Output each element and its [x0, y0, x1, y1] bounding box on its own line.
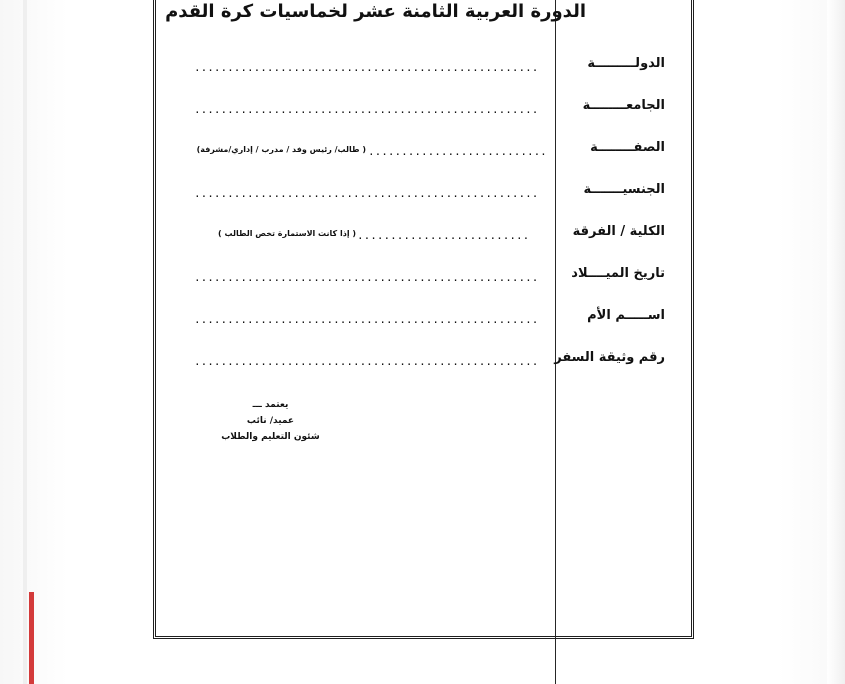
role-label: الصفــــــــة	[590, 140, 665, 155]
nationality-entry-line: ....................................................	[194, 187, 539, 200]
approval-block	[218, 397, 323, 455]
faculty-level-entry-line: ..........................	[357, 229, 530, 242]
birth-date-label: تاريخ الميــــلاد	[571, 266, 665, 281]
university-label: الجامعــــــــة	[582, 98, 665, 113]
page-title: الدورة العربية الثامنة عشر لخماسيات كرة القدم	[165, 1, 586, 22]
scan-right-shadow	[827, 0, 845, 684]
role-note: ( طالب/ رئيس وفد / مدرب / إداري/مشرفة)	[196, 145, 366, 154]
nationality-label: الجنسيـــــــة	[583, 182, 665, 197]
scan-left-edge	[23, 0, 27, 684]
role-entry-line: ...........................	[368, 145, 547, 158]
faculty-level-note: ( إذا كانت الاستمارة تخص الطالب )	[218, 229, 356, 238]
university-entry-line: ....................................................	[194, 103, 539, 116]
approval-line-2: عميد/ نائب	[246, 416, 295, 426]
mother-name-label: اســـــم الأم	[587, 308, 665, 323]
mother-name-entry-line: ....................................................	[194, 313, 539, 326]
travel-document-number-entry-line: ....................................................	[194, 355, 539, 368]
travel-document-number-label: رقم وثيقة السفر	[554, 350, 665, 365]
approval-line-1: يعتمد ـــ	[252, 400, 289, 410]
country-entry-line: ....................................................	[194, 61, 539, 74]
birth-date-entry-line: ....................................................	[194, 271, 539, 284]
country-label: الدولـــــــــة	[587, 56, 665, 71]
faculty-level-label: الكلية / الفرقة	[572, 224, 665, 239]
red-margin-strip	[29, 592, 34, 684]
approval-line-3: شئون التعليم والطلاب	[221, 432, 320, 442]
